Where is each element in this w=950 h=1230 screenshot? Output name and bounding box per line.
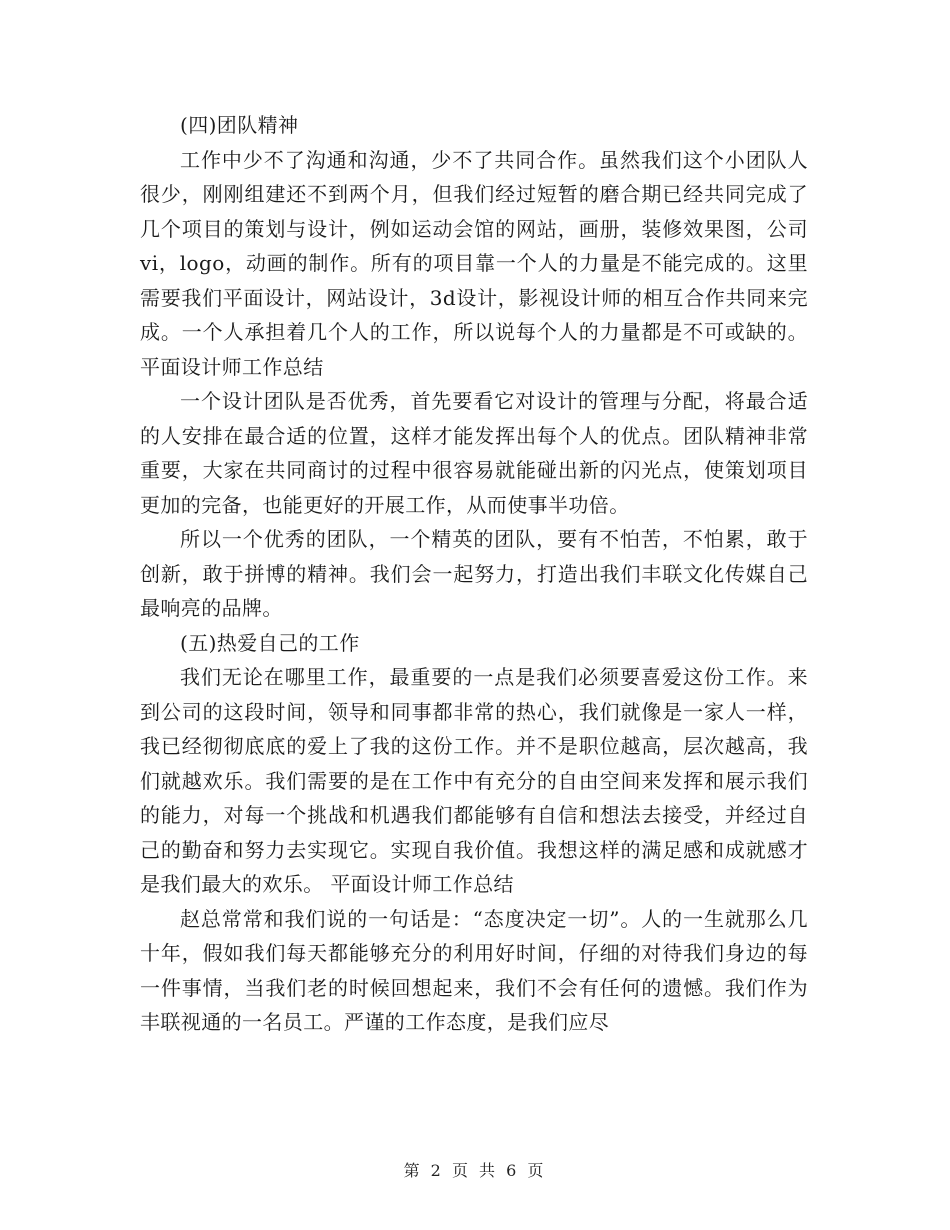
document-body (140, 108, 808, 1040)
page-number-footer: 第 2 页 共 6 页 (403, 1161, 547, 1180)
section-heading-love-work: (五)热爱自己的工作 (180, 630, 360, 655)
paragraph: 一个设计团队是否优秀，首先要看它对设计的管理与分配，将最合适的人安排在最合适的位置，这样才能发挥出每个人的优点。团队精神非常重要，大家在共同商讨的过程中很容易就能碰出新的闪光点，使策划项目更加的完备，也能更好的开展工作，从而使事半功倍。 (140, 389, 808, 517)
paragraph: 工作中少不了沟通和沟通，少不了共同合作。虽然我们这个小团队人很少，刚刚组建还不到两个月，但我们经过短暂的磨合期已经共同完成了几个项目的策划与设计，例如运动会馆的网站，画册，装修效果图，公司vi，logo，动画的制作。所有的项目靠一个人的力量是不能完成的。这里需要我们平面设计，网站设计，3d设计，影视设计师的相互合作共同来完成。一个人承担着几个人的工作，所以说每个人的力量都是不可或缺的。 平面设计师工作总结 (140, 147, 808, 379)
paragraph: 赵总常常和我们说的一句话是：“态度决定一切”。人的一生就那么几十年，假如我们每天都能够充分的利用好时间，仔细的对待我们身边的每一件事情，当我们老的时候回想起来，我们不会有任何的遗憾。我们作为丰联视通的一名员工。严谨的工作态度，是我们应尽 (140, 906, 808, 1034)
section-heading-team-spirit: (四)团队精神 (180, 113, 299, 137)
paragraph: 我们无论在哪里工作，最重要的一点是我们必须要喜爱这份工作。来到公司的这段时间，领导和同事都非常的热心，我们就像是一家人一样，我已经彻彻底底的爱上了我的这份工作。并不是职位越高，层次越高，我们就越欢乐。我们需要的是在工作中有充分的自由空间来发挥和展示我们的能力，对每一个挑战和机遇我们都能够有自信和想法去接受，并经过自己的勤奋和努力去实现它。实现自我价值。我想这样的满足感和成就感才是我们最大的欢乐。 平面设计师工作总结 (140, 665, 808, 896)
paragraph: 所以一个优秀的团队，一个精英的团队，要有不怕苦，不怕累，敢于创新，敢于拼博的精神。我们会一起努力，打造出我们丰联文化传媒自己最响亮的品牌。 (140, 527, 808, 620)
